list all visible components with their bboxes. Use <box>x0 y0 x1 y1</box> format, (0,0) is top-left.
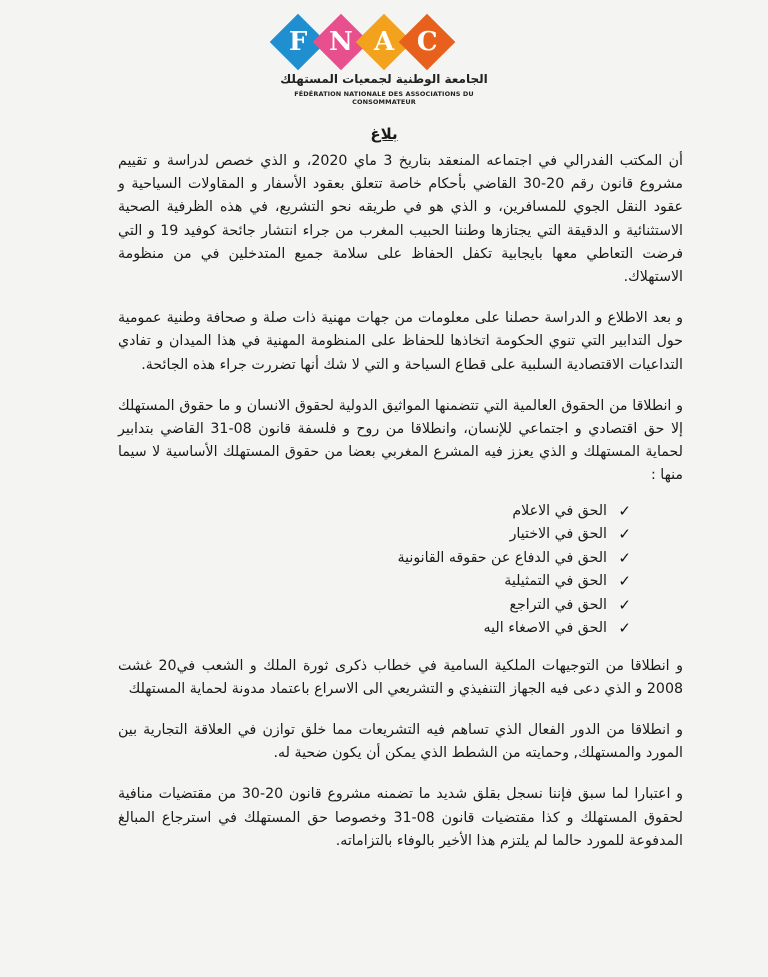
check-icon: ✓ <box>618 619 631 638</box>
list-item: ✓ الحق في الاختيار <box>118 523 631 547</box>
check-icon: ✓ <box>618 501 631 520</box>
list-item: ✓ الحق في التراجع <box>118 594 631 618</box>
fnac-logo <box>270 10 498 105</box>
logo-letter-tiles <box>278 12 450 72</box>
consumer-rights-list <box>118 500 683 641</box>
paragraph: و انطلاقا من الدور الفعال الذي تساهم فيه التشريعات مما خلق توازن في العلاقة التجارية بين المورد والمستهلك, وحمايته من الشطط الذي يمكن أن يكون ضحية له. <box>118 722 683 762</box>
list-item: ✓ الحق في الاعلام <box>118 500 631 524</box>
logo-tile-n: N <box>313 14 370 71</box>
document-body <box>118 150 683 871</box>
logo-tile-a: A <box>356 14 413 71</box>
logo-tile-f: F <box>270 14 327 71</box>
logo-tile-c: C <box>399 14 456 71</box>
check-icon: ✓ <box>618 525 631 544</box>
paragraph: و بعد الاطلاع و الدراسة حصلنا على معلومات من جهات مهنية ذات صلة و صحافة وطنية عمومية حول التدابير التي تنوي الحكومة اتخاذها للحفاظ على المنظومة المهنية في هذا الميدان و تفادي التداعيات الاقتصادية السلبية على قطاع السياحة و التي لا شك أنها تضررت جراء هذه الجائحة. <box>118 310 683 373</box>
list-item: ✓ الحق في التمثيلية <box>118 570 631 594</box>
logo-french-name: FÉDÉRATION NATIONALE DES ASSOCIATIONS DU CONSOMMATEUR <box>294 90 474 106</box>
check-icon: ✓ <box>618 548 631 567</box>
paragraph: أن المكتب الفدرالي في اجتماعه المنعقد بتاريخ 3 ماي 2020، و الذي خصص لدراسة و تقييم مشروع قانون رقم 20-30 القاضي بأحكام خاصة تتعلق بعقود الأسفار و المقاولات السياحية و عقود النقل الجوي للمسافرين، و الذي هو في طريقه نحو التشريع، في هذه الظرفية الصحية الاستثنائية و الدقيقة التي يجتازها وطننا الحبيب المغرب من جراء انتشار جائحة كوفيد 19 و التي فرضت التعاطي معها بايجابية تكفل الحفاظ على سلامة جميع المتدخلين في من منظومة الاستهلاك. <box>118 153 684 286</box>
check-icon: ✓ <box>618 595 631 614</box>
list-item: ✓ الحق في الدفاع عن حقوقه القانونية <box>118 547 631 571</box>
paragraph: و انطلاقا من الحقوق العالمية التي تتضمنها المواثيق الدولية لحقوق الانسان و ما حقوق المستهلك إلا حق اقتصادي و اجتماعي للإنسان، وانطلاقا من روح و فلسفة قانون 08-31 القاضي بتدابير لحماية المستهلك و الذي يعزز فيه المشرع المغربي بعضا من حقوق المستهلك الأساسية لا سيما منها : <box>118 397 683 484</box>
paragraph: و اعتبارا لما سبق فإننا نسجل بقلق شديد ما تضمنه مشروع قانون 20-30 من مقتضيات منافية لحقوق المستهلك و كذا مقتضيات قانون 08-31 وخصوصا حق المستهلك في استرجاع المبالغ المدفوعة للمورد حالما لم يلتزم هذا الأخير بالوفاء بالتزاماته. <box>118 786 684 849</box>
check-icon: ✓ <box>618 572 631 591</box>
document-title: بلاغ <box>370 125 398 143</box>
paragraph: و انطلاقا من التوجيهات الملكية السامية في خطاب ذكرى ثورة الملك و الشعب في20 غشت 2008 و الذي دعى فيه الجهاز التنفيذي و التشريعي الى الاسراع باعتماد مدونة لحماية المستهلك <box>118 657 683 697</box>
logo-arabic-name: الجامعة الوطنية لجمعيات المستهلك <box>280 72 488 86</box>
list-item: ✓ الحق في الاصغاء اليه <box>118 617 631 641</box>
